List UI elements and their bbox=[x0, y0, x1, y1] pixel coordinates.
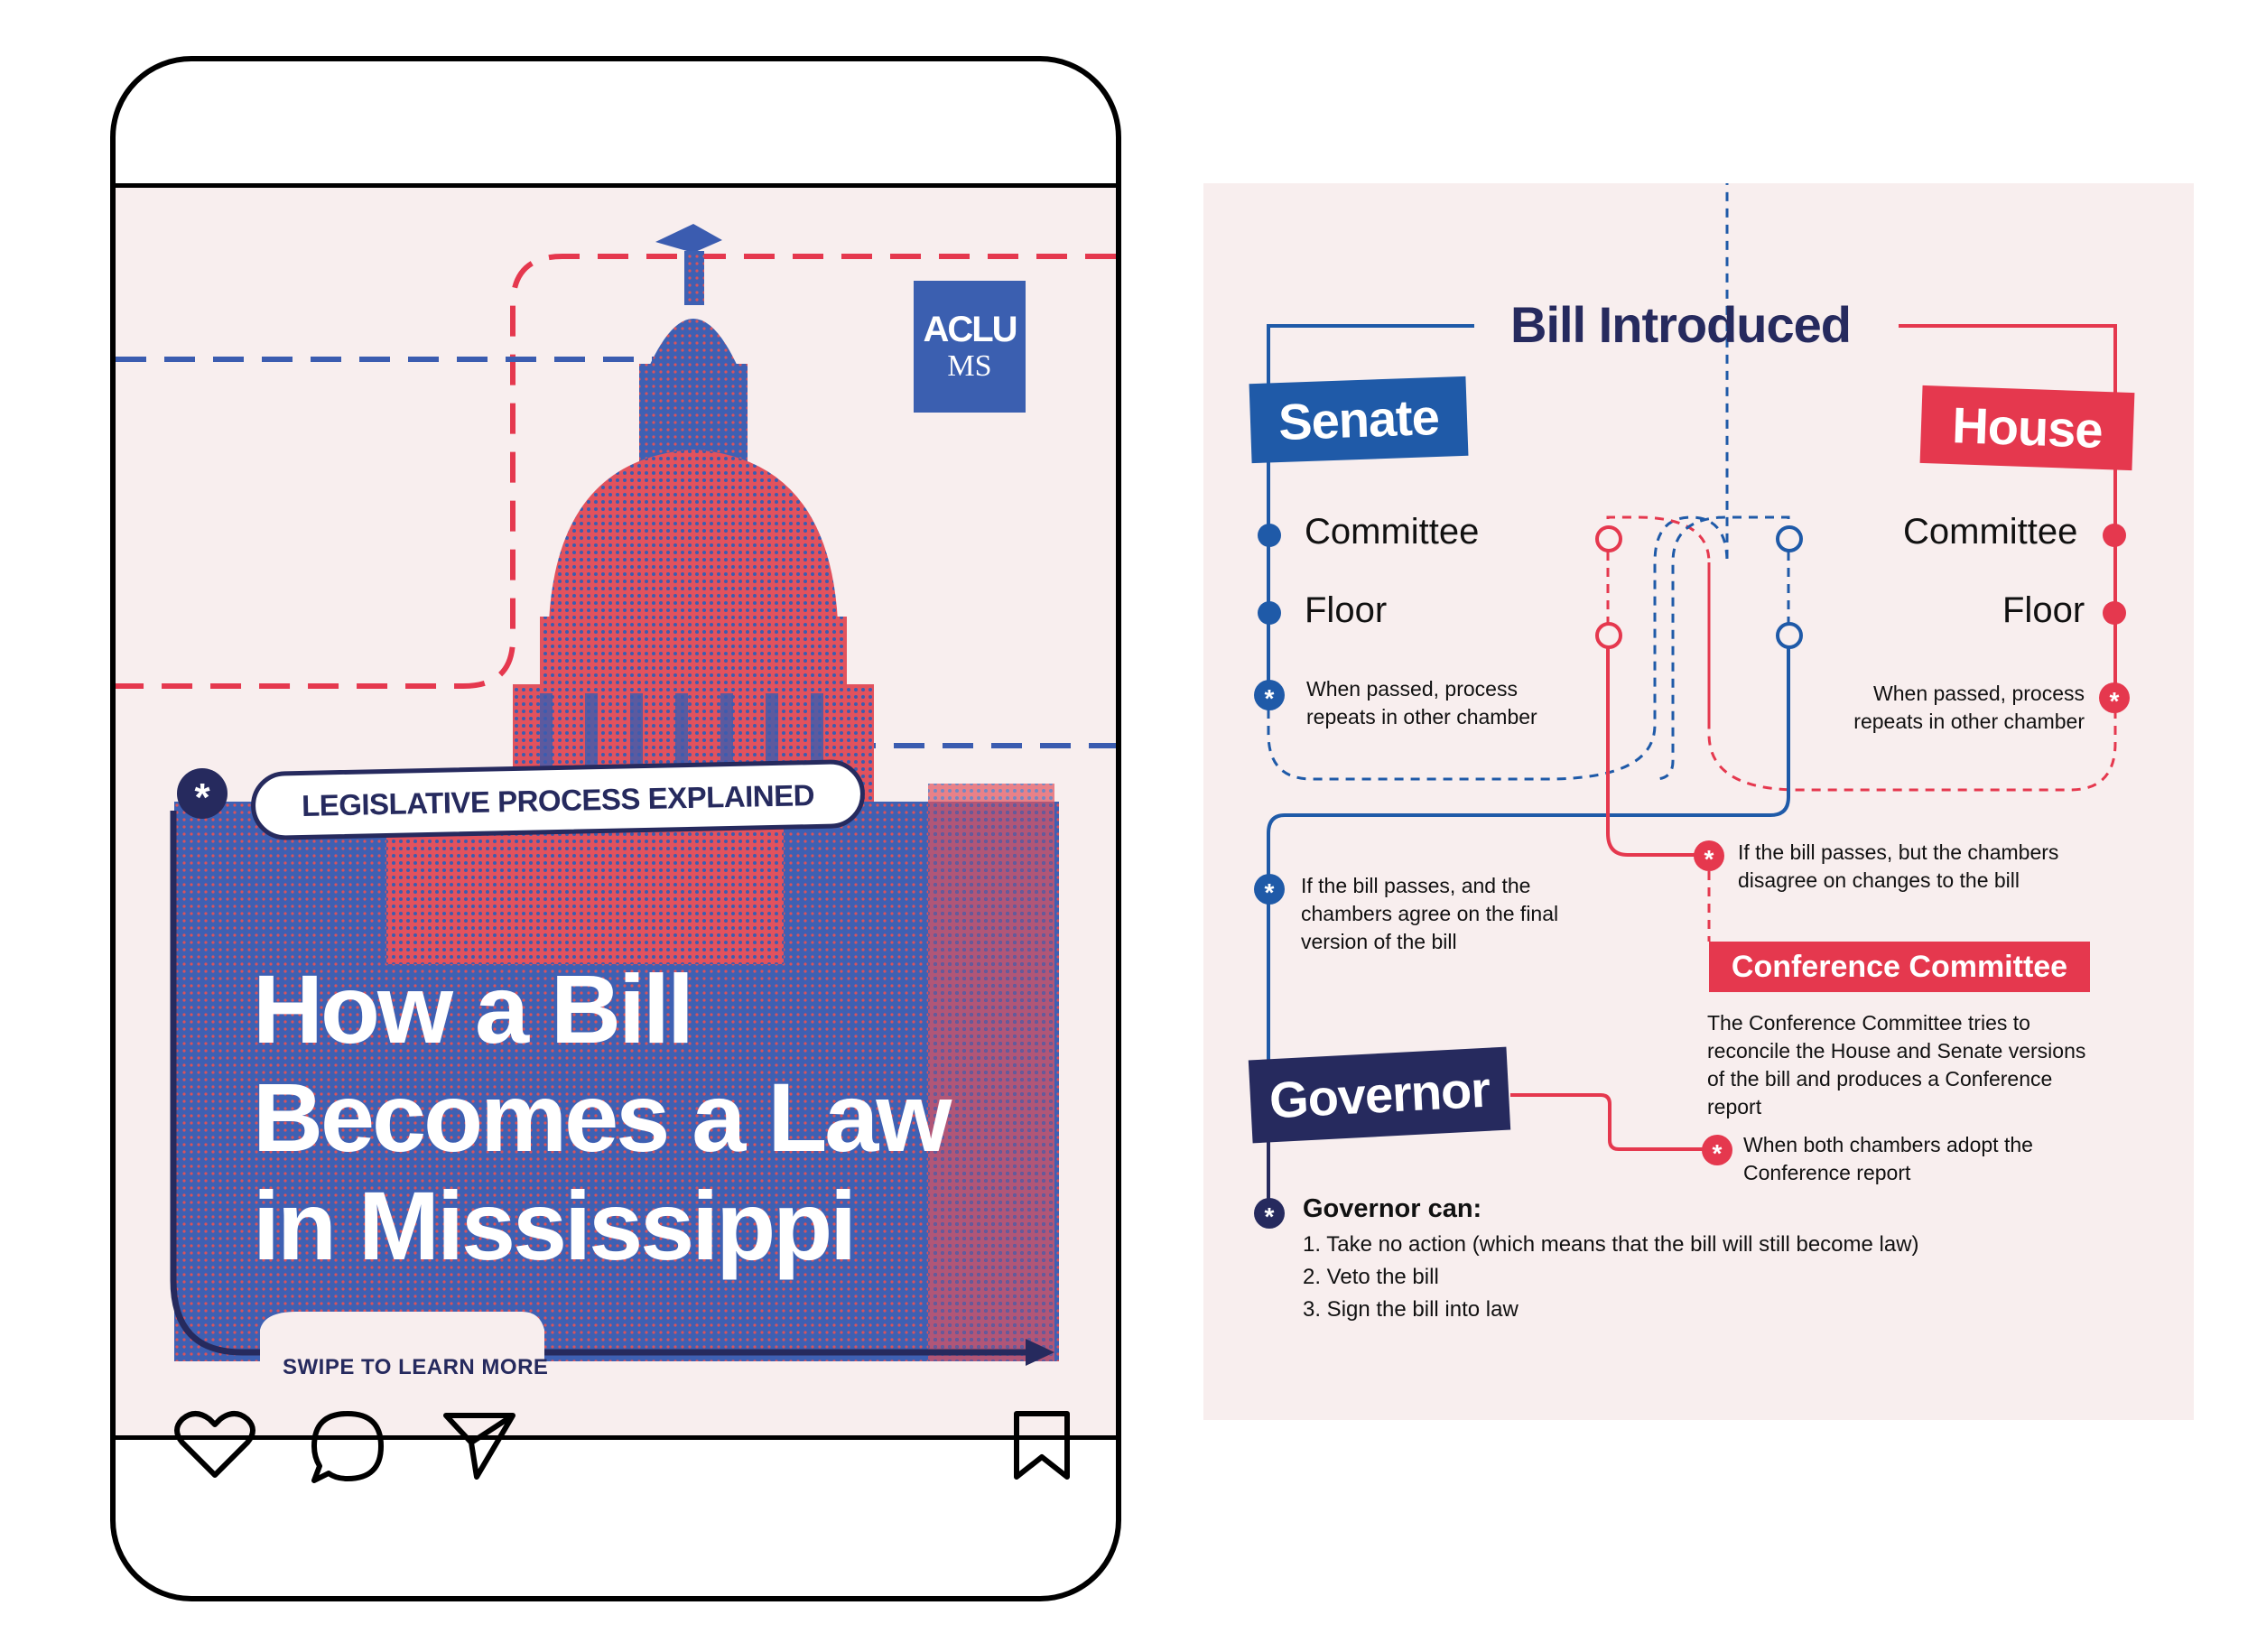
house-tag: House bbox=[1920, 385, 2135, 470]
house-committee-node bbox=[2103, 524, 2126, 547]
heart-icon[interactable] bbox=[173, 1408, 256, 1480]
swipe-label: SWIPE TO LEARN MORE bbox=[283, 1355, 549, 1379]
governor-tag: Governor bbox=[1249, 1047, 1510, 1144]
asterisk-badge: * bbox=[177, 768, 228, 819]
bill-introduced-heading: Bill Introduced bbox=[1510, 296, 1851, 353]
adopt-asterisk-node: * bbox=[1702, 1135, 1732, 1165]
house-note bbox=[1799, 680, 2085, 736]
note-line: reconcile the House and Senate versions bbox=[1707, 1039, 2086, 1063]
note-line: of the bill and produces a Conference bbox=[1707, 1067, 2053, 1091]
governor-option: 2. Veto the bill bbox=[1303, 1265, 1439, 1289]
senate-tag: Senate bbox=[1249, 376, 1469, 463]
governor-asterisk-node: * bbox=[1254, 1198, 1285, 1229]
title-line: Becomes a Law bbox=[253, 1063, 950, 1172]
senate-floor-node bbox=[1258, 601, 1281, 625]
note-line: version of the bill bbox=[1301, 930, 1457, 953]
note-line: Conference report bbox=[1743, 1161, 1911, 1184]
note-line: report bbox=[1707, 1095, 1762, 1118]
note-line: chambers agree on the final bbox=[1301, 902, 1559, 925]
conference-description bbox=[1707, 1009, 2085, 1121]
governor-options bbox=[1303, 1229, 1919, 1326]
note-line: When both chambers adopt the bbox=[1743, 1133, 2033, 1156]
post-image bbox=[116, 183, 1116, 1440]
agree-asterisk-node: * bbox=[1254, 874, 1285, 905]
senate-crossing-node bbox=[1776, 525, 1803, 552]
share-icon[interactable] bbox=[441, 1408, 518, 1482]
governor-heading: Governor can: bbox=[1303, 1194, 1482, 1223]
title-line: How a Bill bbox=[253, 954, 692, 1063]
house-asterisk-node: * bbox=[2099, 682, 2130, 713]
adopt-note bbox=[1743, 1131, 2033, 1187]
note-line: repeats in other chamber bbox=[1306, 705, 1537, 729]
note-line: If the bill passes, and the bbox=[1301, 874, 1531, 897]
house-crossing-node bbox=[1595, 525, 1622, 552]
bookmark-icon[interactable] bbox=[1011, 1408, 1073, 1482]
senate-note bbox=[1306, 675, 1537, 731]
subtitle-pill: LEGISLATIVE PROCESS EXPLAINED bbox=[250, 759, 865, 840]
aclu-ms-logo: ACLU MS bbox=[914, 281, 1026, 413]
title-line: in Mississippi bbox=[253, 1171, 855, 1280]
note-line: If the bill passes, but the chambers bbox=[1738, 840, 2059, 864]
house-floor-label: Floor bbox=[2002, 590, 2085, 630]
senate-committee-label: Committee bbox=[1305, 512, 1480, 552]
note-line: When passed, process bbox=[1306, 677, 1518, 701]
legislative-flowchart bbox=[1203, 183, 2194, 1420]
post-title bbox=[253, 955, 993, 1280]
instagram-post-mockup bbox=[110, 56, 1121, 1601]
comment-icon[interactable] bbox=[307, 1408, 388, 1486]
disagree-note bbox=[1738, 839, 2058, 895]
house-committee-label: Committee bbox=[1903, 512, 2078, 552]
senate-asterisk-node: * bbox=[1254, 680, 1285, 710]
note-line: The Conference Committee tries to bbox=[1707, 1011, 2030, 1035]
senate-floor-label: Floor bbox=[1305, 590, 1388, 630]
conference-committee-tag: Conference Committee bbox=[1709, 942, 2090, 992]
disagree-asterisk-node: * bbox=[1694, 840, 1724, 871]
house-crossing-node bbox=[1595, 622, 1622, 649]
note-line: When passed, process bbox=[1873, 682, 2085, 705]
agree-note bbox=[1301, 872, 1558, 956]
senate-crossing-node bbox=[1776, 622, 1803, 649]
note-line: repeats in other chamber bbox=[1853, 710, 2085, 733]
note-line: disagree on changes to the bill bbox=[1738, 868, 2020, 892]
governor-option: 1. Take no action (which means that the bill will still become law) bbox=[1303, 1232, 1919, 1257]
governor-option: 3. Sign the bill into law bbox=[1303, 1297, 1519, 1322]
house-floor-node bbox=[2103, 601, 2126, 625]
senate-committee-node bbox=[1258, 524, 1281, 547]
